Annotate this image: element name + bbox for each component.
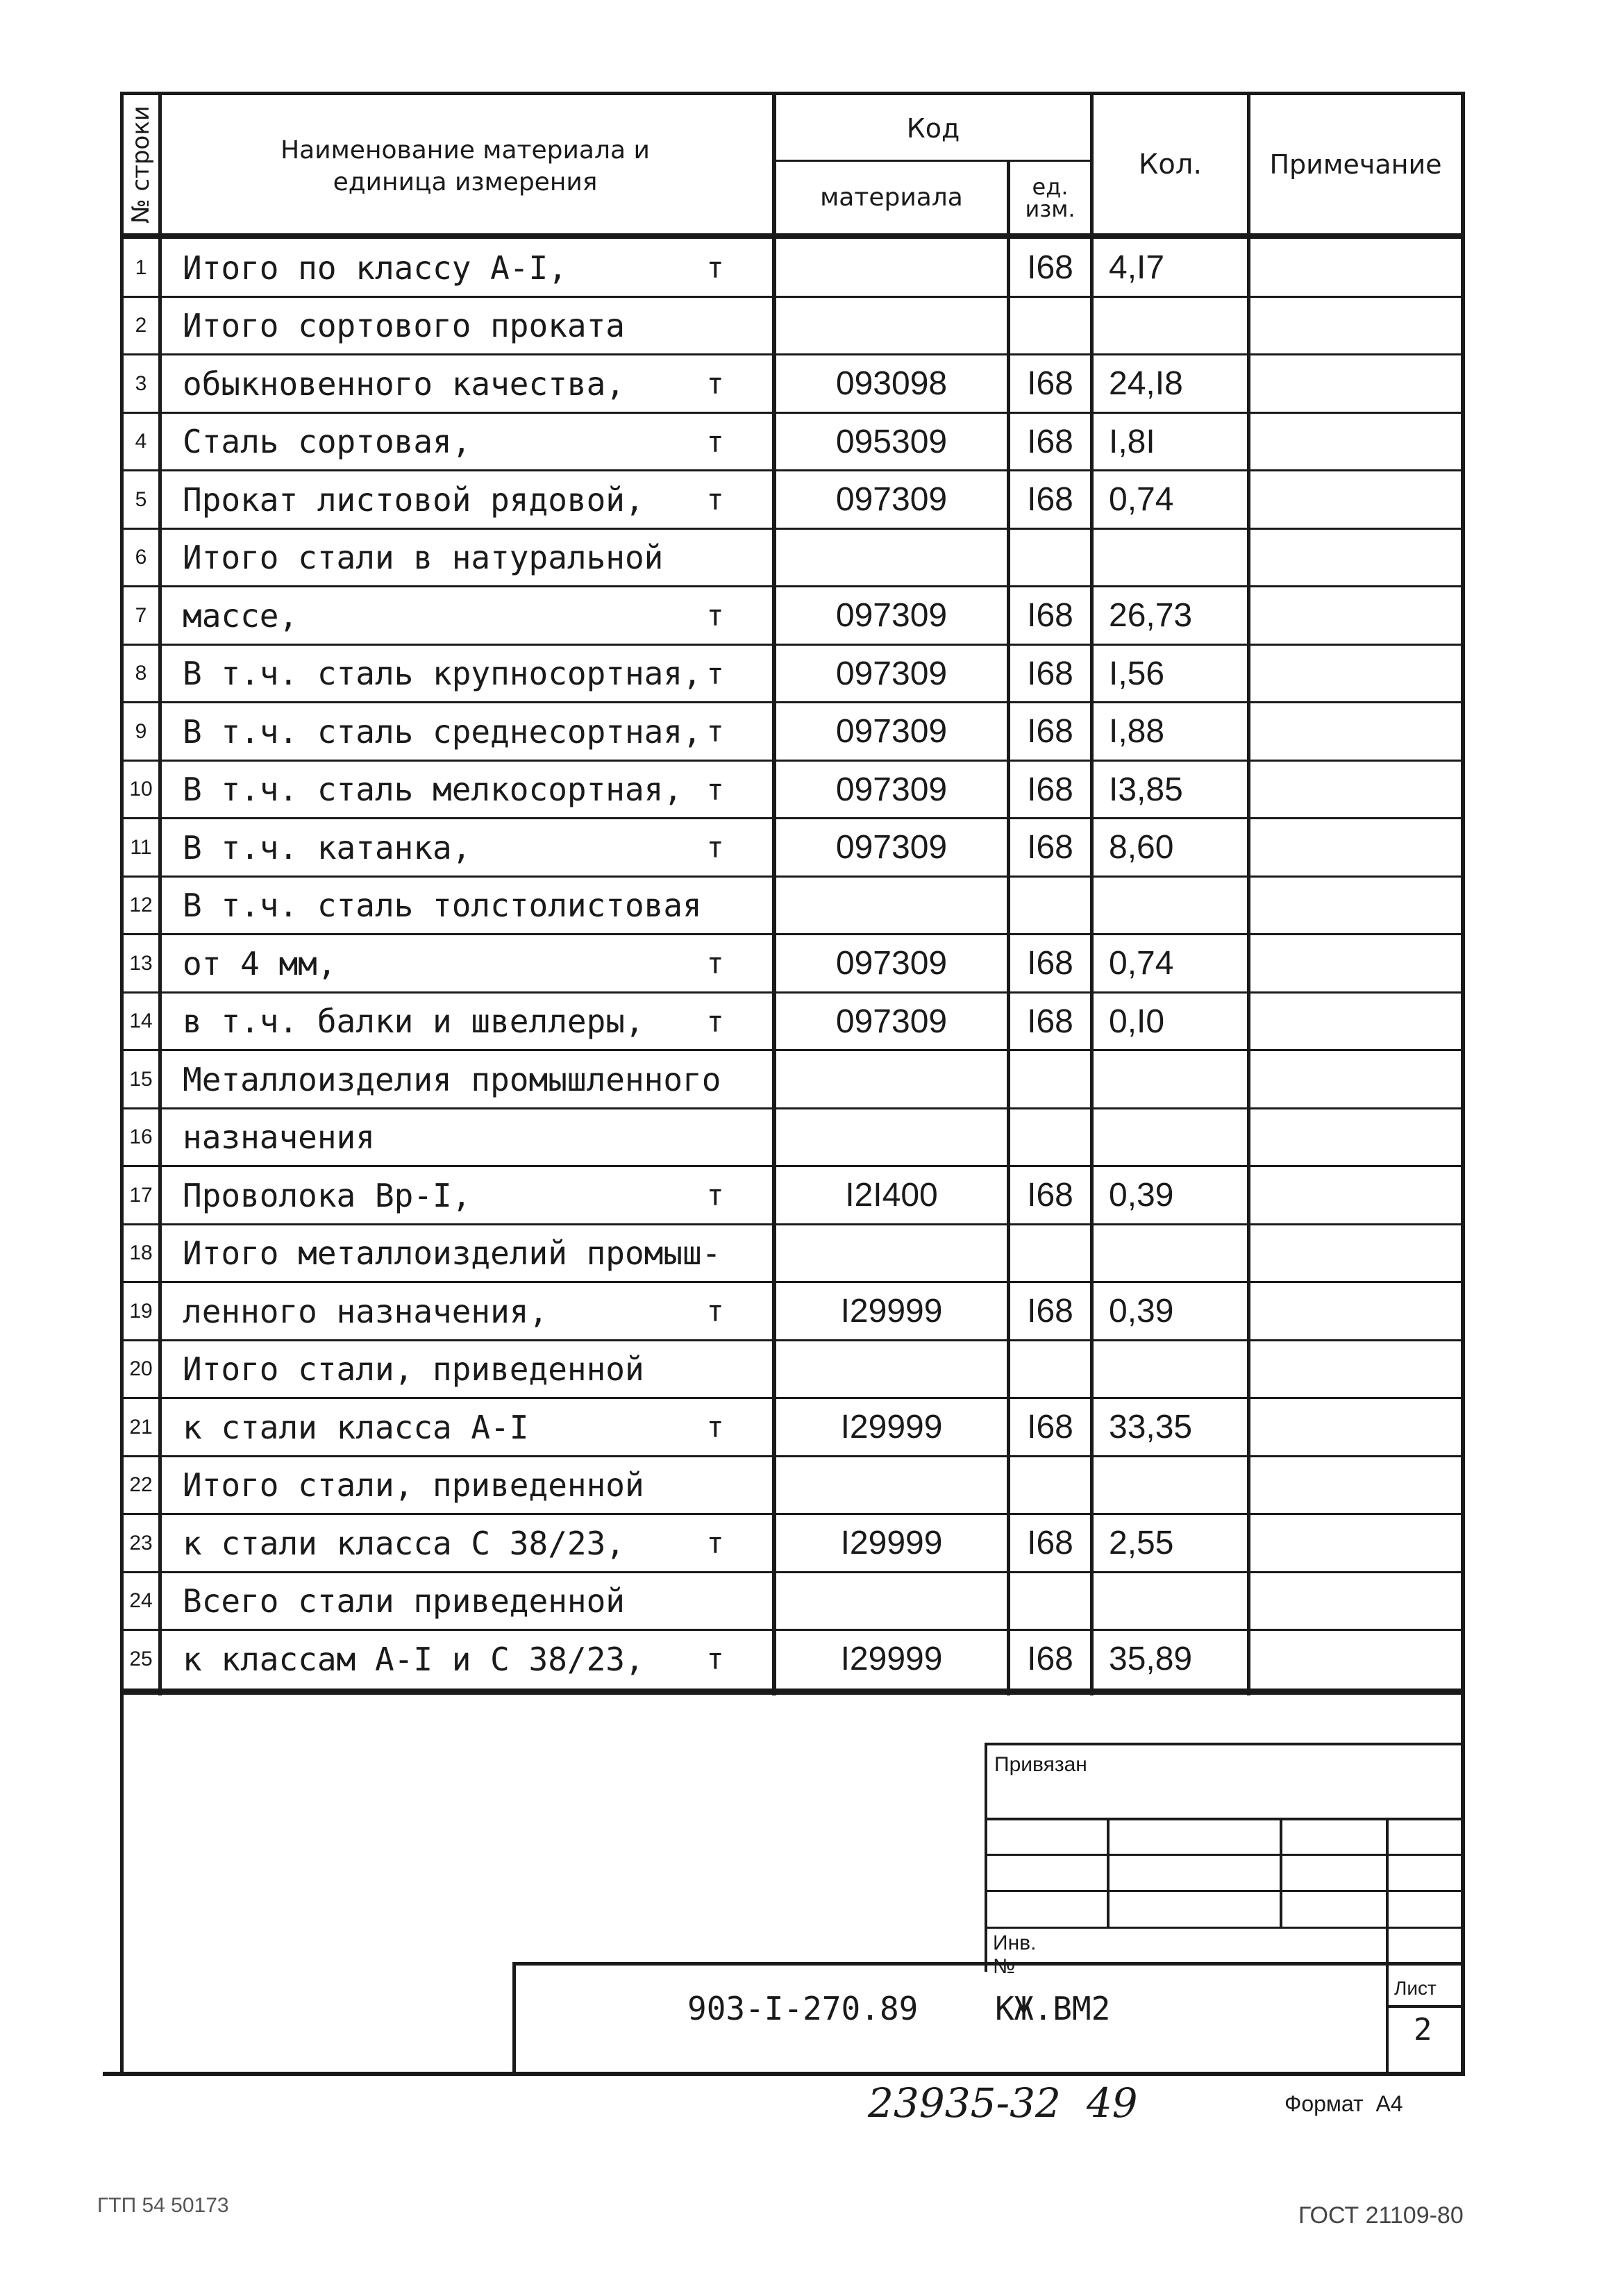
quantity: 2,55: [1109, 1525, 1174, 1562]
row-number: 18: [129, 1241, 153, 1265]
header-material-name: Наименование материала и единица измерения: [281, 136, 650, 196]
header-code: Код: [906, 113, 960, 144]
row-number: 5: [135, 487, 147, 511]
row-number: 23: [129, 1531, 153, 1555]
material-name: массе,: [183, 596, 299, 635]
format-label: Формат А4: [1284, 2091, 1403, 2116]
quantity: I3,85: [1109, 771, 1183, 808]
unit-of-measure: т: [706, 367, 724, 401]
unit-of-measure: [687, 1225, 743, 1283]
unit-code: I68: [1027, 655, 1073, 692]
quantity: 35,89: [1109, 1641, 1193, 1678]
material-code: [776, 1573, 1007, 1631]
material-name: В т.ч. сталь среднесортная,: [183, 712, 702, 751]
material-name: Итого стали, приведенной: [183, 1466, 644, 1505]
quantity: 0,74: [1109, 945, 1174, 982]
quantity: I,8I: [1109, 423, 1155, 460]
row-number: 14: [129, 1009, 153, 1033]
material-name: Итого сортового проката: [183, 307, 625, 345]
unit-of-measure: т: [706, 714, 724, 749]
header-note: Примечание: [1269, 149, 1442, 180]
material-name: в т.ч. балки и швеллеры,: [183, 1003, 644, 1041]
unit-code: I68: [1027, 481, 1073, 519]
material-code: [776, 877, 1007, 935]
row-number: 3: [135, 371, 147, 395]
document-designation: 903-I-270.89 КЖ.ВМ2: [687, 1990, 1111, 2027]
unit-of-measure: т: [706, 1178, 724, 1213]
row-number: 22: [129, 1473, 153, 1497]
material-code: [776, 1225, 1007, 1283]
material-code: [776, 1050, 1007, 1109]
unit-code: I68: [1027, 365, 1073, 403]
material-name: от 4 мм,: [183, 944, 337, 982]
material-name: ленного назначения,: [183, 1292, 549, 1330]
header-code-unit: ед. изм.: [1025, 173, 1075, 222]
material-code: 097309: [835, 597, 948, 635]
quantity: [1094, 1341, 1247, 1399]
unit-code: [1010, 1457, 1090, 1515]
quantity: 33,35: [1109, 1409, 1193, 1446]
unit-code: I68: [1027, 1177, 1073, 1214]
handwritten-number: 23935-32 49: [868, 2079, 1138, 2127]
material-code: 097309: [835, 713, 948, 751]
unit-code: I68: [1027, 829, 1073, 866]
quantity: 0,39: [1109, 1293, 1174, 1330]
material-code: I2I400: [845, 1177, 938, 1214]
quantity: I,88: [1109, 713, 1165, 751]
material-name: В т.ч. сталь толстолистовая: [183, 887, 702, 925]
unit-of-measure: т: [706, 1294, 724, 1329]
header-row-number: [124, 95, 158, 233]
material-name: В т.ч. катанка,: [183, 828, 471, 866]
material-code: 093098: [835, 365, 948, 403]
material-code: 097309: [835, 1003, 948, 1040]
material-name: Итого металлоизделий промыш-: [183, 1234, 721, 1273]
row-number: 25: [129, 1647, 153, 1670]
material-name: назначения: [183, 1118, 375, 1157]
material-code: I29999: [840, 1525, 943, 1562]
quantity: [1094, 877, 1247, 935]
material-code: [776, 1109, 1007, 1167]
material-name: Всего стали приведенной: [183, 1582, 625, 1620]
material-name: Итого по классу А-I,: [183, 249, 567, 287]
unit-code: I68: [1027, 713, 1073, 751]
unit-of-measure: т: [706, 772, 724, 807]
unit-code: I68: [1027, 771, 1073, 808]
quantity: I,56: [1109, 655, 1165, 692]
quantity: [1094, 1457, 1247, 1515]
material-code: I29999: [840, 1409, 943, 1446]
unit-code: I68: [1027, 423, 1073, 460]
row-number: 8: [135, 662, 147, 685]
header-quantity: Кол.: [1138, 148, 1203, 181]
unit-of-measure: т: [706, 598, 724, 633]
row-number: 1: [135, 255, 147, 279]
unit-code: [1010, 1225, 1090, 1283]
unit-of-measure: [687, 297, 743, 355]
unit-of-measure: т: [706, 656, 724, 691]
quantity: [1094, 1573, 1247, 1631]
unit-of-measure: [687, 529, 743, 587]
row-number: 6: [135, 546, 147, 569]
quantity: [1094, 1225, 1247, 1283]
material-name: В т.ч. сталь крупносортная,: [183, 655, 702, 693]
unit-of-measure: т: [706, 251, 724, 285]
material-name: к стали класса А-I: [183, 1408, 529, 1446]
material-name: к стали класса С 38/23,: [183, 1524, 625, 1562]
unit-code: [1010, 877, 1090, 935]
row-number: 12: [129, 894, 153, 917]
material-name: к классам А-I и С 38/23,: [183, 1640, 644, 1678]
material-code: [776, 1457, 1007, 1515]
unit-of-measure: [687, 1341, 743, 1399]
header-row-number-label: № строки: [127, 105, 155, 224]
unit-code: [1010, 1341, 1090, 1399]
quantity: 0,39: [1109, 1177, 1174, 1214]
material-code: 095309: [835, 423, 948, 460]
row-number: 15: [129, 1067, 153, 1091]
unit-code: I68: [1027, 1409, 1073, 1446]
row-number: 10: [129, 778, 153, 801]
material-name: Сталь сортовая,: [183, 423, 471, 461]
unit-code: I68: [1027, 945, 1073, 982]
quantity: 0,I0: [1109, 1003, 1165, 1040]
quantity: 26,73: [1109, 597, 1193, 635]
unit-of-measure: [687, 1573, 743, 1631]
unit-code: I68: [1027, 597, 1073, 635]
row-number: 20: [129, 1357, 153, 1381]
unit-of-measure: т: [706, 483, 724, 517]
quantity: 24,I8: [1109, 365, 1183, 403]
left-footer-code: ГТП 54 50173: [97, 2194, 229, 2217]
material-name: Итого стали в натуральной: [183, 539, 664, 577]
material-code: [776, 1341, 1007, 1399]
unit-of-measure: [687, 1109, 743, 1167]
row-number: 11: [130, 835, 152, 859]
unit-of-measure: т: [706, 1526, 724, 1561]
material-code: 097309: [835, 829, 948, 866]
stamp-sheet-number: 2: [1414, 2012, 1432, 2047]
unit-of-measure: т: [706, 830, 724, 865]
row-number: 21: [129, 1415, 153, 1439]
quantity: 8,60: [1109, 829, 1174, 866]
material-code: I29999: [840, 1293, 943, 1330]
unit-code: I68: [1027, 1525, 1073, 1562]
row-number: 2: [135, 314, 147, 337]
unit-of-measure: [687, 1457, 743, 1515]
row-number: 4: [135, 430, 147, 453]
header-code-material: материала: [820, 183, 963, 212]
unit-code: [1010, 297, 1090, 355]
quantity: [1094, 297, 1247, 355]
stamp-sheet-label: Лист: [1394, 1977, 1437, 1999]
unit-of-measure: т: [706, 946, 724, 981]
quantity: [1094, 1109, 1247, 1167]
material-name: Металлоизделия промышленного: [183, 1060, 721, 1098]
unit-code: [1010, 529, 1090, 587]
stamp-inventory-number-label: Инв. №: [993, 1932, 1037, 1978]
material-name: Прокат листовой рядовой,: [183, 480, 644, 519]
unit-code: [1010, 1573, 1090, 1631]
material-code: [776, 239, 1007, 297]
material-code: I29999: [840, 1641, 943, 1678]
unit-of-measure: [687, 877, 743, 935]
material-code: 097309: [835, 945, 948, 982]
material-code: 097309: [835, 771, 948, 808]
unit-of-measure: [687, 1050, 743, 1109]
material-name: обыкновенного качества,: [183, 364, 625, 403]
unit-of-measure: т: [706, 1642, 724, 1677]
material-name: Проволока Вр-I,: [183, 1176, 471, 1214]
quantity: 0,74: [1109, 481, 1174, 519]
material-code: 097309: [835, 481, 948, 519]
gost-reference: ГОСТ 21109-80: [1298, 2202, 1464, 2229]
unit-code: I68: [1027, 1641, 1073, 1678]
material-name: Итого стали, приведенной: [183, 1350, 644, 1389]
material-code: [776, 297, 1007, 355]
unit-code: I68: [1027, 249, 1073, 287]
quantity: [1094, 529, 1247, 587]
material-name: В т.ч. сталь мелкосортная,: [183, 771, 683, 809]
quantity: [1094, 1050, 1247, 1109]
unit-code: I68: [1027, 1293, 1073, 1330]
row-number: 19: [129, 1299, 153, 1323]
material-code: [776, 529, 1007, 587]
row-number: 24: [129, 1589, 153, 1613]
unit-of-measure: т: [706, 1410, 724, 1445]
row-number: 16: [129, 1125, 153, 1149]
unit-code: [1010, 1050, 1090, 1109]
row-number: 9: [135, 719, 147, 743]
quantity: 4,I7: [1109, 249, 1165, 287]
unit-code: I68: [1027, 1003, 1073, 1040]
stamp-bound-label: Привязан: [994, 1753, 1087, 1776]
unit-of-measure: т: [706, 424, 724, 459]
unit-of-measure: т: [706, 1004, 724, 1039]
row-number: 7: [135, 603, 147, 627]
material-code: 097309: [835, 655, 948, 692]
row-number: 17: [129, 1183, 153, 1207]
row-number: 13: [129, 951, 153, 975]
unit-code: [1010, 1109, 1090, 1167]
